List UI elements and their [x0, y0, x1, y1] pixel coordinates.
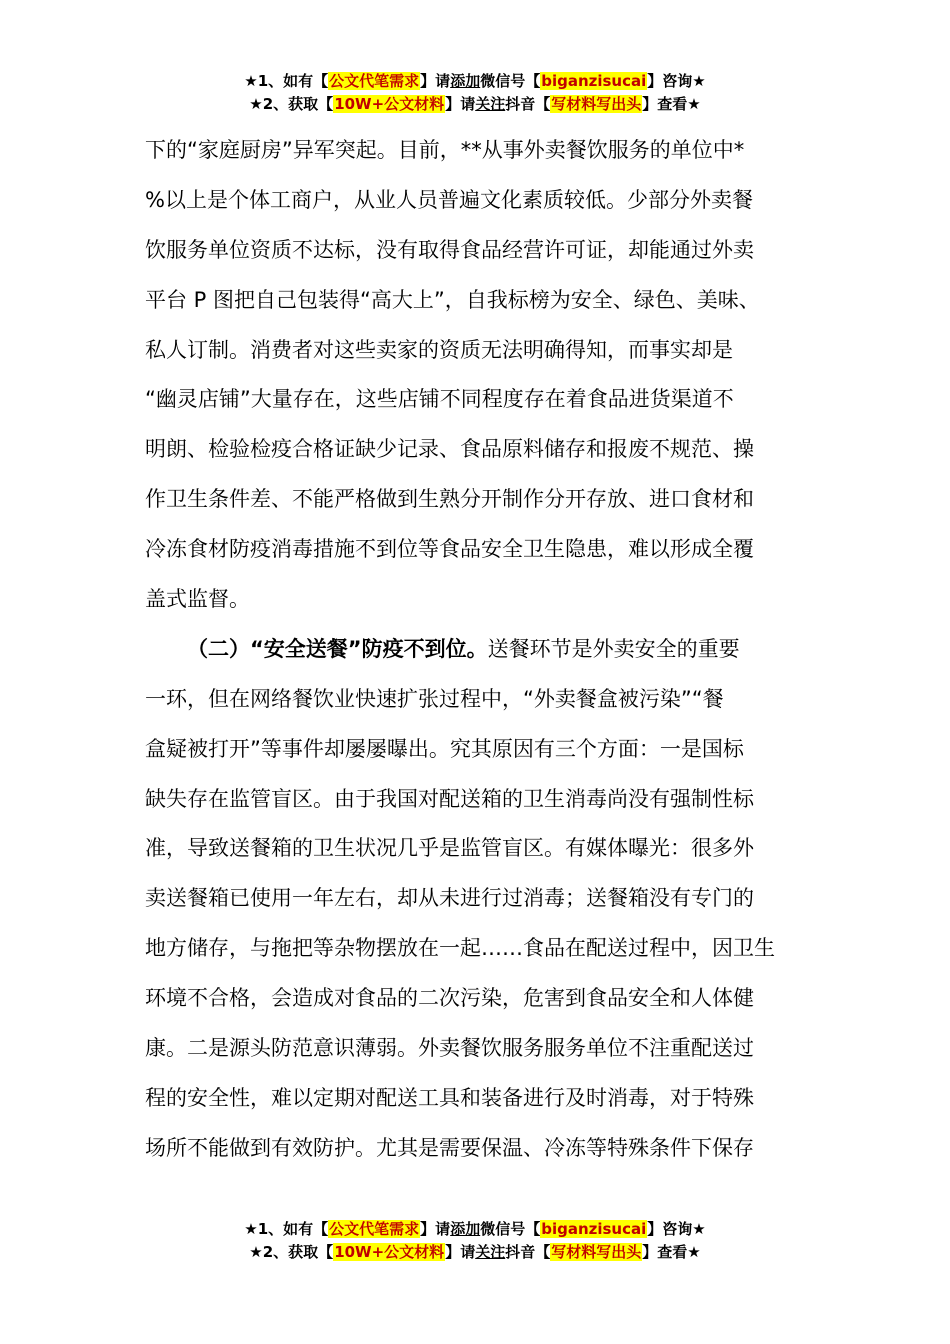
- text-line: 下的“家庭厨房”异军突起。目前，**从事外卖餐饮服务的单位中*: [145, 138, 745, 162]
- highlight-douyin-account: 写材料写出头: [551, 1243, 642, 1261]
- highlight-douyin-account: 写材料写出头: [551, 95, 642, 113]
- text-line: 盒疑被打开”等事件却屡屡曝出。究其原因有三个方面：一是国标: [145, 736, 744, 761]
- text-line: 饮服务单位资质不达标，没有取得食品经营许可证，却能通过外卖: [145, 237, 754, 262]
- text-line: 缺失存在监管盲区。由于我国对配送箱的卫生消毒尚没有强制性标: [145, 786, 754, 811]
- text-line: 明朗、检验检疫合格证缺少记录、食品原料储存和报废不规范、操: [145, 437, 754, 462]
- section-2-heading: （二）“安全送餐”防疫不到位。: [187, 636, 488, 661]
- highlight-wechat-id: biganzisucai: [541, 72, 647, 90]
- text-line: 一环，但在网络餐饮业快速扩张过程中，“外卖餐盒被污染”“餐: [145, 686, 724, 711]
- banner-line-2: ★2、获取【10W+公文材料】请关注抖音【写材料写出头】查看★: [249, 1243, 701, 1261]
- text-line: 康。二是源头防范意识薄弱。外卖餐饮服务服务单位不注重配送过: [145, 1036, 754, 1061]
- text-line: 平台 P 图把自己包装得“高大上”，自我标榜为安全、绿色、美味、: [145, 287, 760, 312]
- text-line: 地方储存，与拖把等杂物摆放在一起……食品在配送过程中，因卫生: [145, 936, 775, 961]
- highlight-materials: 10W+公文材料: [334, 1243, 445, 1261]
- text-line: 程的安全性，难以定期对配送工具和装备进行及时消毒，对于特殊: [145, 1085, 754, 1110]
- banner-line-2: ★2、获取【10W+公文材料】请关注抖音【写材料写出头】查看★: [249, 95, 701, 113]
- section-2-first-line: （二）“安全送餐”防疫不到位。送餐环节是外卖安全的重要: [187, 636, 740, 661]
- banner-line-1: ★1、如有【公文代笔需求】请添加微信号【biganzisucai】咨询★: [244, 72, 706, 90]
- text-line: “幽灵店铺”大量存在，这些店铺不同程度存在着食品进货渠道不: [145, 387, 734, 412]
- highlight-wechat-id: biganzisucai: [541, 1220, 647, 1238]
- text-line: 场所不能做到有效防护。尤其是需要保温、冷冻等特殊条件下保存: [145, 1135, 754, 1160]
- text-line: 环境不合格，会造成对食品的二次污染，危害到食品安全和人体健: [145, 986, 754, 1011]
- text-line: 卖送餐箱已使用一年左右，却从未进行过消毒；送餐箱没有专门的: [145, 886, 754, 911]
- text-line: 冷冻食材防疫消毒措施不到位等食品安全卫生隐患，难以形成全覆: [145, 537, 754, 562]
- text-line: 私人订制。消费者对这些卖家的资质无法明确得知，而事实却是: [145, 337, 733, 362]
- footer-banner: [0, 1218, 950, 1264]
- text-line: %以上是个体工商户，从业人员普遍文化素质较低。少部分外卖餐: [145, 187, 753, 212]
- banner-line-1: ★1、如有【公文代笔需求】请添加微信号【biganzisucai】咨询★: [244, 1220, 706, 1238]
- highlight-service: 公文代笔需求: [329, 1220, 420, 1238]
- text-line: 准，导致送餐箱的卫生状况几乎是监管盲区。有媒体曝光：很多外: [145, 836, 754, 861]
- text-line: 盖式监督。: [145, 587, 250, 612]
- document-body: [145, 126, 810, 1174]
- highlight-materials: 10W+公文材料: [334, 95, 445, 113]
- text-line: 作卫生条件差、不能严格做到生熟分开制作分开存放、进口食材和: [145, 487, 754, 512]
- highlight-service: 公文代笔需求: [329, 72, 420, 90]
- header-banner: [0, 70, 950, 116]
